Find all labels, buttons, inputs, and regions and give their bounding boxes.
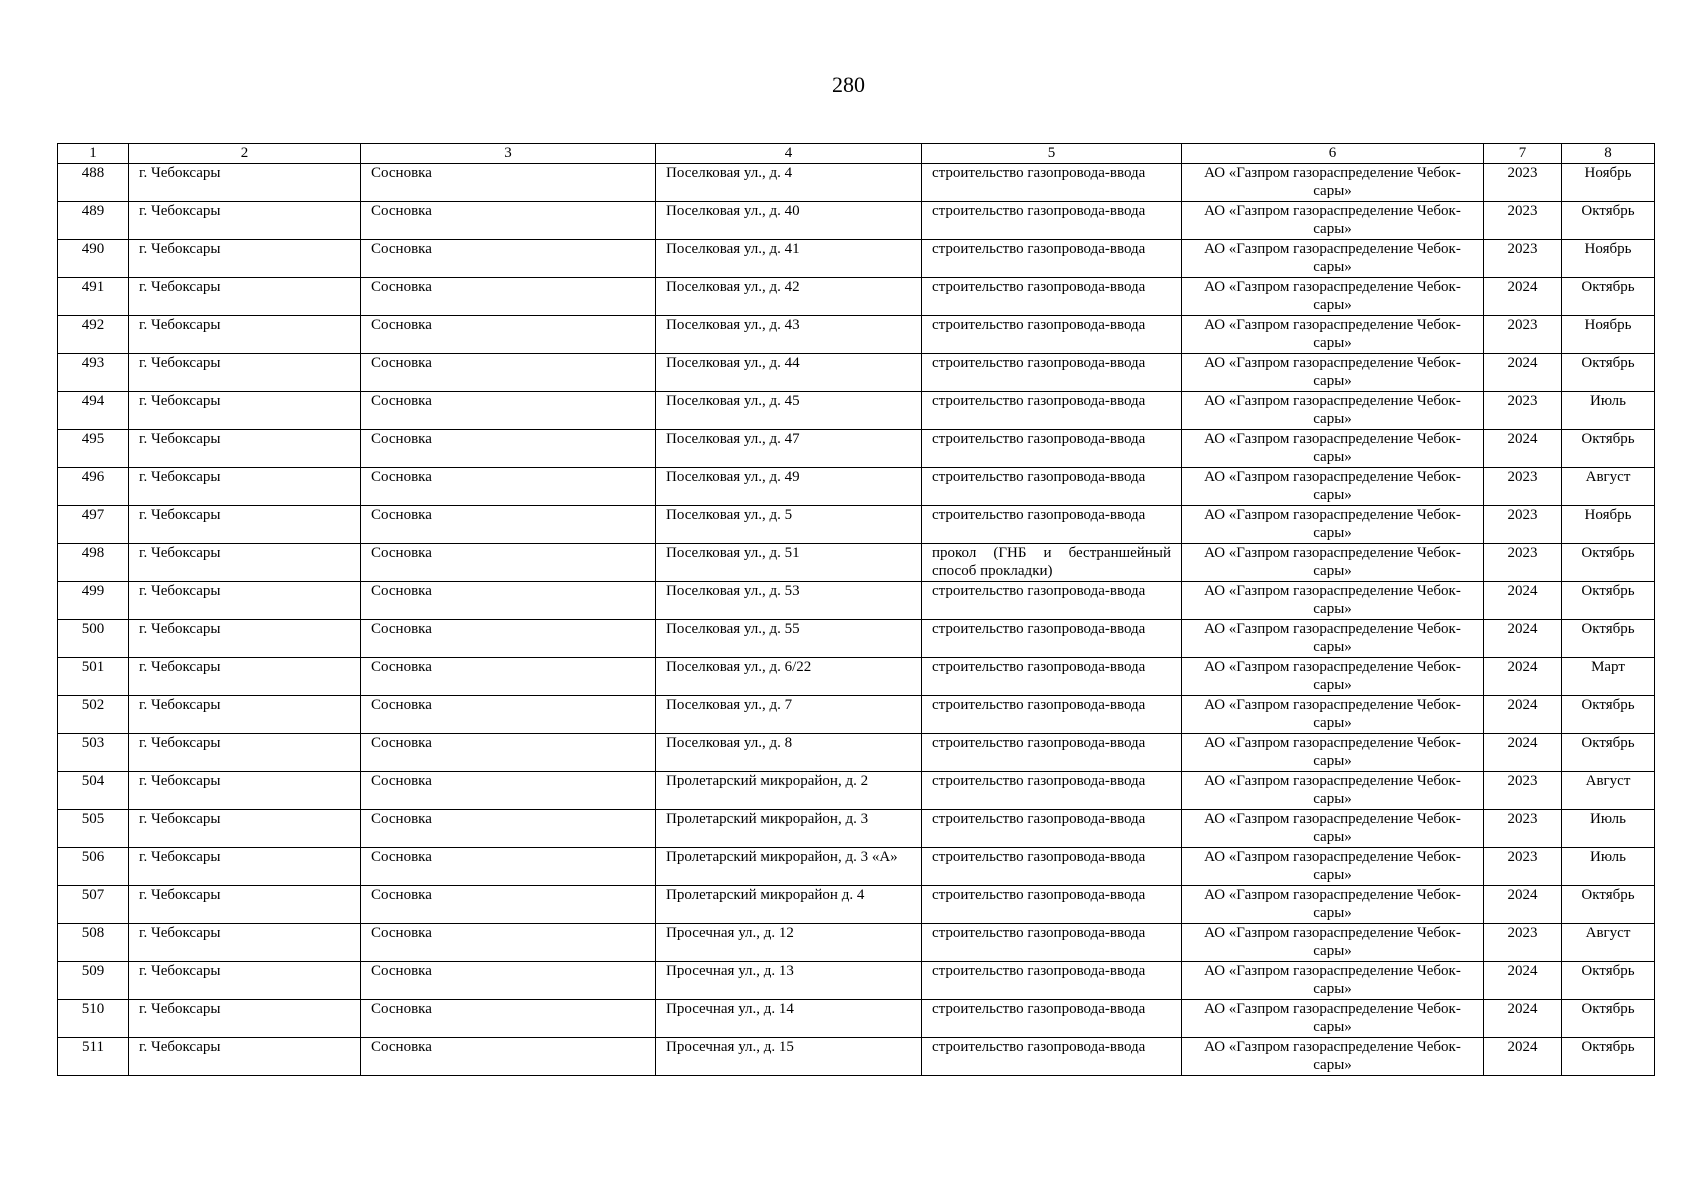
organization-cell: АО «Газпром газораспределение Чебок-сары» xyxy=(1182,1000,1484,1038)
work-type-cell: прокол (ГНБ и бестраншейный способ прокладки) xyxy=(922,544,1182,582)
address-cell: Пролетарский микрорайон д. 4 xyxy=(656,886,922,924)
table-row xyxy=(58,430,1655,468)
header-row xyxy=(58,144,1655,164)
work-type-cell: строительство газопровода-ввода xyxy=(922,734,1182,772)
row-number: 500 xyxy=(58,620,129,658)
city-cell: г. Чебоксары xyxy=(129,506,361,544)
column-number-2: 2 xyxy=(129,144,361,164)
address-cell: Поселковая ул., д. 5 xyxy=(656,506,922,544)
city-cell: г. Чебоксары xyxy=(129,772,361,810)
month-cell: Октябрь xyxy=(1562,278,1655,316)
organization-cell: АО «Газпром газораспределение Чебок-сары» xyxy=(1182,468,1484,506)
work-type-cell: строительство газопровода-ввода xyxy=(922,1000,1182,1038)
organization-cell: АО «Газпром газораспределение Чебок-сары» xyxy=(1182,430,1484,468)
column-number-1: 1 xyxy=(58,144,129,164)
year-cell: 2024 xyxy=(1484,886,1562,924)
district-cell: Сосновка xyxy=(361,544,656,582)
organization-cell: АО «Газпром газораспределение Чебок-сары» xyxy=(1182,354,1484,392)
district-cell: Сосновка xyxy=(361,620,656,658)
month-cell: Август xyxy=(1562,772,1655,810)
table-row xyxy=(58,772,1655,810)
month-cell: Октябрь xyxy=(1562,354,1655,392)
column-number-5: 5 xyxy=(922,144,1182,164)
year-cell: 2024 xyxy=(1484,696,1562,734)
table-row xyxy=(58,1000,1655,1038)
organization-cell: АО «Газпром газораспределение Чебок-сары» xyxy=(1182,848,1484,886)
table-row xyxy=(58,202,1655,240)
city-cell: г. Чебоксары xyxy=(129,734,361,772)
month-cell: Ноябрь xyxy=(1562,240,1655,278)
address-cell: Поселковая ул., д. 53 xyxy=(656,582,922,620)
organization-cell: АО «Газпром газораспределение Чебок-сары» xyxy=(1182,734,1484,772)
work-type-cell: строительство газопровода-ввода xyxy=(922,658,1182,696)
table-row xyxy=(58,392,1655,430)
year-cell: 2023 xyxy=(1484,392,1562,430)
table-row xyxy=(58,1038,1655,1076)
column-number-6: 6 xyxy=(1182,144,1484,164)
district-cell: Сосновка xyxy=(361,392,656,430)
address-cell: Поселковая ул., д. 7 xyxy=(656,696,922,734)
organization-cell: АО «Газпром газораспределение Чебок-сары» xyxy=(1182,696,1484,734)
organization-cell: АО «Газпром газораспределение Чебок-сары» xyxy=(1182,240,1484,278)
address-cell: Просечная ул., д. 12 xyxy=(656,924,922,962)
district-cell: Сосновка xyxy=(361,1038,656,1076)
city-cell: г. Чебоксары xyxy=(129,430,361,468)
year-cell: 2023 xyxy=(1484,506,1562,544)
row-number: 492 xyxy=(58,316,129,354)
organization-cell: АО «Газпром газораспределение Чебок-сары» xyxy=(1182,1038,1484,1076)
city-cell: г. Чебоксары xyxy=(129,620,361,658)
column-number-4: 4 xyxy=(656,144,922,164)
district-cell: Сосновка xyxy=(361,164,656,202)
district-cell: Сосновка xyxy=(361,430,656,468)
month-cell: Июль xyxy=(1562,810,1655,848)
month-cell: Октябрь xyxy=(1562,620,1655,658)
year-cell: 2023 xyxy=(1484,468,1562,506)
month-cell: Октябрь xyxy=(1562,202,1655,240)
work-type-cell: строительство газопровода-ввода xyxy=(922,164,1182,202)
row-number: 501 xyxy=(58,658,129,696)
row-number: 493 xyxy=(58,354,129,392)
year-cell: 2023 xyxy=(1484,164,1562,202)
work-type-cell: строительство газопровода-ввода xyxy=(922,962,1182,1000)
work-type-cell: строительство газопровода-ввода xyxy=(922,1038,1182,1076)
table-row xyxy=(58,810,1655,848)
year-cell: 2024 xyxy=(1484,620,1562,658)
year-cell: 2023 xyxy=(1484,772,1562,810)
address-cell: Поселковая ул., д. 42 xyxy=(656,278,922,316)
city-cell: г. Чебоксары xyxy=(129,1038,361,1076)
year-cell: 2024 xyxy=(1484,582,1562,620)
table-row xyxy=(58,696,1655,734)
city-cell: г. Чебоксары xyxy=(129,1000,361,1038)
row-number: 496 xyxy=(58,468,129,506)
month-cell: Октябрь xyxy=(1562,886,1655,924)
address-cell: Поселковая ул., д. 41 xyxy=(656,240,922,278)
table-row xyxy=(58,506,1655,544)
table-row xyxy=(58,734,1655,772)
address-cell: Пролетарский микрорайон, д. 3 «А» xyxy=(656,848,922,886)
table-row xyxy=(58,544,1655,582)
month-cell: Октябрь xyxy=(1562,962,1655,1000)
year-cell: 2024 xyxy=(1484,430,1562,468)
district-cell: Сосновка xyxy=(361,772,656,810)
district-cell: Сосновка xyxy=(361,696,656,734)
address-cell: Поселковая ул., д. 49 xyxy=(656,468,922,506)
address-cell: Поселковая ул., д. 43 xyxy=(656,316,922,354)
month-cell: Август xyxy=(1562,468,1655,506)
organization-cell: АО «Газпром газораспределение Чебок-сары» xyxy=(1182,278,1484,316)
work-type-cell: строительство газопровода-ввода xyxy=(922,696,1182,734)
district-cell: Сосновка xyxy=(361,202,656,240)
organization-cell: АО «Газпром газораспределение Чебок-сары» xyxy=(1182,506,1484,544)
year-cell: 2024 xyxy=(1484,962,1562,1000)
city-cell: г. Чебоксары xyxy=(129,354,361,392)
row-number: 503 xyxy=(58,734,129,772)
work-type-cell: строительство газопровода-ввода xyxy=(922,354,1182,392)
city-cell: г. Чебоксары xyxy=(129,848,361,886)
table-row xyxy=(58,164,1655,202)
district-cell: Сосновка xyxy=(361,240,656,278)
table-row xyxy=(58,886,1655,924)
work-type-cell: строительство газопровода-ввода xyxy=(922,924,1182,962)
organization-cell: АО «Газпром газораспределение Чебок-сары» xyxy=(1182,544,1484,582)
table-row xyxy=(58,848,1655,886)
work-type-cell: строительство газопровода-ввода xyxy=(922,582,1182,620)
year-cell: 2024 xyxy=(1484,658,1562,696)
district-cell: Сосновка xyxy=(361,582,656,620)
row-number: 508 xyxy=(58,924,129,962)
column-number-7: 7 xyxy=(1484,144,1562,164)
month-cell: Ноябрь xyxy=(1562,164,1655,202)
city-cell: г. Чебоксары xyxy=(129,240,361,278)
city-cell: г. Чебоксары xyxy=(129,924,361,962)
city-cell: г. Чебоксары xyxy=(129,962,361,1000)
city-cell: г. Чебоксары xyxy=(129,810,361,848)
year-cell: 2024 xyxy=(1484,734,1562,772)
address-cell: Просечная ул., д. 14 xyxy=(656,1000,922,1038)
district-cell: Сосновка xyxy=(361,316,656,354)
year-cell: 2024 xyxy=(1484,278,1562,316)
row-number: 498 xyxy=(58,544,129,582)
work-type-cell: строительство газопровода-ввода xyxy=(922,392,1182,430)
city-cell: г. Чебоксары xyxy=(129,164,361,202)
table-row xyxy=(58,658,1655,696)
month-cell: Август xyxy=(1562,924,1655,962)
row-number: 507 xyxy=(58,886,129,924)
month-cell: Ноябрь xyxy=(1562,316,1655,354)
district-cell: Сосновка xyxy=(361,468,656,506)
address-cell: Пролетарский микрорайон, д. 3 xyxy=(656,810,922,848)
month-cell: Октябрь xyxy=(1562,430,1655,468)
month-cell: Октябрь xyxy=(1562,696,1655,734)
organization-cell: АО «Газпром газораспределение Чебок-сары» xyxy=(1182,164,1484,202)
month-cell: Ноябрь xyxy=(1562,506,1655,544)
address-cell: Поселковая ул., д. 44 xyxy=(656,354,922,392)
row-number: 511 xyxy=(58,1038,129,1076)
address-cell: Поселковая ул., д. 51 xyxy=(656,544,922,582)
table-row xyxy=(58,468,1655,506)
organization-cell: АО «Газпром газораспределение Чебок-сары» xyxy=(1182,202,1484,240)
organization-cell: АО «Газпром газораспределение Чебок-сары» xyxy=(1182,620,1484,658)
address-cell: Поселковая ул., д. 55 xyxy=(656,620,922,658)
city-cell: г. Чебоксары xyxy=(129,658,361,696)
year-cell: 2023 xyxy=(1484,316,1562,354)
address-cell: Поселковая ул., д. 40 xyxy=(656,202,922,240)
organization-cell: АО «Газпром газораспределение Чебок-сары» xyxy=(1182,582,1484,620)
district-cell: Сосновка xyxy=(361,506,656,544)
organization-cell: АО «Газпром газораспределение Чебок-сары» xyxy=(1182,810,1484,848)
address-cell: Поселковая ул., д. 8 xyxy=(656,734,922,772)
work-type-cell: строительство газопровода-ввода xyxy=(922,506,1182,544)
table-body xyxy=(58,164,1655,1076)
row-number: 510 xyxy=(58,1000,129,1038)
month-cell: Июль xyxy=(1562,848,1655,886)
month-cell: Октябрь xyxy=(1562,1000,1655,1038)
table-header xyxy=(58,144,1655,164)
row-number: 491 xyxy=(58,278,129,316)
district-cell: Сосновка xyxy=(361,848,656,886)
work-type-cell: строительство газопровода-ввода xyxy=(922,278,1182,316)
organization-cell: АО «Газпром газораспределение Чебок-сары» xyxy=(1182,658,1484,696)
table-row xyxy=(58,240,1655,278)
month-cell: Июль xyxy=(1562,392,1655,430)
row-number: 505 xyxy=(58,810,129,848)
work-type-cell: строительство газопровода-ввода xyxy=(922,810,1182,848)
organization-cell: АО «Газпром газораспределение Чебок-сары» xyxy=(1182,772,1484,810)
row-number: 494 xyxy=(58,392,129,430)
work-type-cell: строительство газопровода-ввода xyxy=(922,886,1182,924)
table-row xyxy=(58,278,1655,316)
row-number: 504 xyxy=(58,772,129,810)
column-number-3: 3 xyxy=(361,144,656,164)
organization-cell: АО «Газпром газораспределение Чебок-сары» xyxy=(1182,924,1484,962)
month-cell: Март xyxy=(1562,658,1655,696)
year-cell: 2023 xyxy=(1484,202,1562,240)
year-cell: 2023 xyxy=(1484,240,1562,278)
organization-cell: АО «Газпром газораспределение Чебок-сары» xyxy=(1182,392,1484,430)
city-cell: г. Чебоксары xyxy=(129,886,361,924)
address-cell: Пролетарский микрорайон, д. 2 xyxy=(656,772,922,810)
row-number: 489 xyxy=(58,202,129,240)
city-cell: г. Чебоксары xyxy=(129,468,361,506)
year-cell: 2024 xyxy=(1484,354,1562,392)
column-number-8: 8 xyxy=(1562,144,1655,164)
work-type-cell: строительство газопровода-ввода xyxy=(922,772,1182,810)
work-type-cell: строительство газопровода-ввода xyxy=(922,468,1182,506)
work-type-cell: строительство газопровода-ввода xyxy=(922,430,1182,468)
district-cell: Сосновка xyxy=(361,962,656,1000)
table-row xyxy=(58,924,1655,962)
table-row xyxy=(58,620,1655,658)
district-cell: Сосновка xyxy=(361,354,656,392)
month-cell: Октябрь xyxy=(1562,1038,1655,1076)
table-row xyxy=(58,354,1655,392)
address-cell: Поселковая ул., д. 45 xyxy=(656,392,922,430)
district-cell: Сосновка xyxy=(361,886,656,924)
address-cell: Поселковая ул., д. 4 xyxy=(656,164,922,202)
city-cell: г. Чебоксары xyxy=(129,392,361,430)
address-cell: Поселковая ул., д. 47 xyxy=(656,430,922,468)
city-cell: г. Чебоксары xyxy=(129,278,361,316)
year-cell: 2023 xyxy=(1484,848,1562,886)
district-cell: Сосновка xyxy=(361,734,656,772)
district-cell: Сосновка xyxy=(361,924,656,962)
city-cell: г. Чебоксары xyxy=(129,316,361,354)
city-cell: г. Чебоксары xyxy=(129,202,361,240)
registry-table xyxy=(57,143,1655,1076)
year-cell: 2023 xyxy=(1484,810,1562,848)
table-row xyxy=(58,962,1655,1000)
work-type-cell: строительство газопровода-ввода xyxy=(922,316,1182,354)
work-type-cell: строительство газопровода-ввода xyxy=(922,240,1182,278)
row-number: 502 xyxy=(58,696,129,734)
table-row xyxy=(58,582,1655,620)
work-type-cell: строительство газопровода-ввода xyxy=(922,202,1182,240)
row-number: 490 xyxy=(58,240,129,278)
row-number: 497 xyxy=(58,506,129,544)
year-cell: 2023 xyxy=(1484,924,1562,962)
row-number: 495 xyxy=(58,430,129,468)
year-cell: 2024 xyxy=(1484,1038,1562,1076)
address-cell: Просечная ул., д. 15 xyxy=(656,1038,922,1076)
address-cell: Поселковая ул., д. 6/22 xyxy=(656,658,922,696)
year-cell: 2024 xyxy=(1484,1000,1562,1038)
table-row xyxy=(58,316,1655,354)
city-cell: г. Чебоксары xyxy=(129,544,361,582)
organization-cell: АО «Газпром газораспределение Чебок-сары» xyxy=(1182,316,1484,354)
row-number: 499 xyxy=(58,582,129,620)
work-type-cell: строительство газопровода-ввода xyxy=(922,620,1182,658)
district-cell: Сосновка xyxy=(361,1000,656,1038)
month-cell: Октябрь xyxy=(1562,734,1655,772)
row-number: 488 xyxy=(58,164,129,202)
year-cell: 2023 xyxy=(1484,544,1562,582)
row-number: 509 xyxy=(58,962,129,1000)
organization-cell: АО «Газпром газораспределение Чебок-сары» xyxy=(1182,962,1484,1000)
district-cell: Сосновка xyxy=(361,278,656,316)
district-cell: Сосновка xyxy=(361,658,656,696)
month-cell: Октябрь xyxy=(1562,582,1655,620)
row-number: 506 xyxy=(58,848,129,886)
district-cell: Сосновка xyxy=(361,810,656,848)
work-type-cell: строительство газопровода-ввода xyxy=(922,848,1182,886)
city-cell: г. Чебоксары xyxy=(129,582,361,620)
month-cell: Октябрь xyxy=(1562,544,1655,582)
page-number: 280 xyxy=(832,72,865,97)
organization-cell: АО «Газпром газораспределение Чебок-сары» xyxy=(1182,886,1484,924)
city-cell: г. Чебоксары xyxy=(129,696,361,734)
address-cell: Просечная ул., д. 13 xyxy=(656,962,922,1000)
